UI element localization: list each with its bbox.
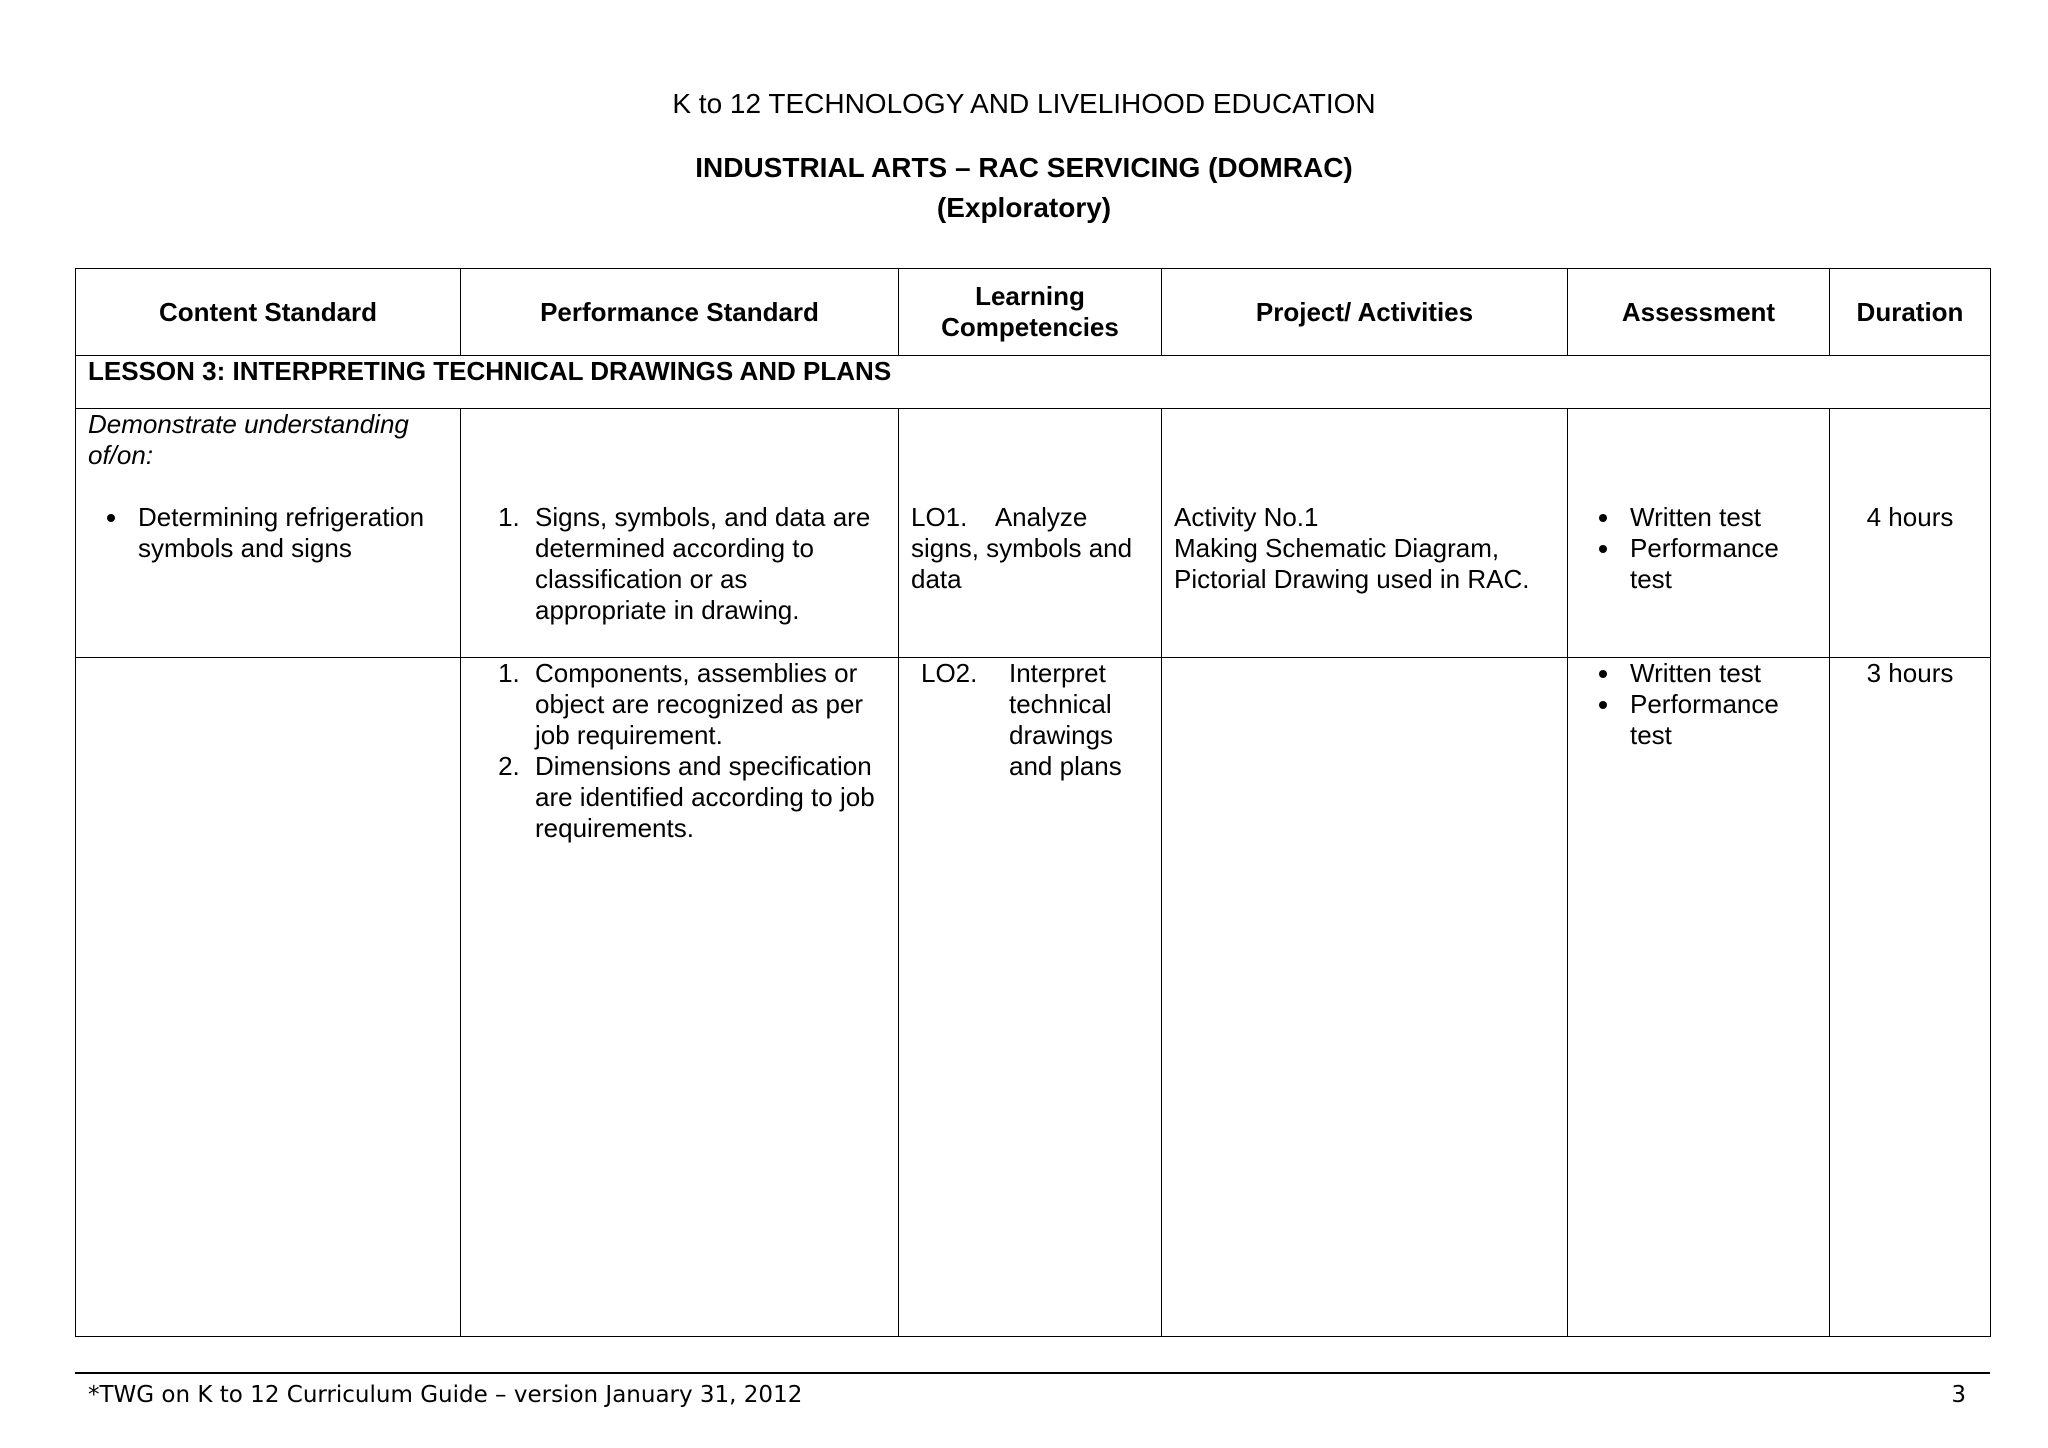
lesson-row: [76, 356, 1991, 409]
list-item: 1. Components, assemblies or object are recognized as per job requirement.: [527, 658, 886, 751]
footer-divider: [75, 1372, 1990, 1374]
content-standard-cell: [76, 409, 461, 658]
competency-code: LO2.: [921, 658, 978, 688]
project-activity-cell: [1162, 409, 1568, 658]
assessment-cell: [1568, 409, 1830, 658]
content-intro: Demonstrate understanding of/on:: [88, 409, 409, 470]
competency-text: LO1. Analyze signs, symbols and data: [911, 502, 1140, 594]
table-row: [76, 409, 1991, 658]
duration-value: 4 hours: [1866, 502, 1954, 532]
document-subtitle: INDUSTRIAL ARTS – RAC SERVICING (DOMRAC): [695, 152, 1353, 183]
activity-description: Making Schematic Diagram, Pictorial Drawing used in RAC.: [1174, 533, 1530, 594]
duration-cell: [1830, 658, 1991, 1337]
table-row: [76, 658, 1991, 1337]
document-title: K to 12 TECHNOLOGY AND LIVELIHOOD EDUCATION: [672, 88, 1376, 119]
learning-competency-cell: [899, 409, 1162, 658]
performance-list: [473, 658, 886, 844]
assessment-list: [1580, 658, 1817, 751]
column-header: Duration: [1830, 269, 1991, 356]
column-header: Assessment: [1568, 269, 1830, 356]
performance-standard-cell: [461, 658, 899, 1337]
list-item: • Determining refrigeration symbols and signs: [130, 502, 448, 564]
curriculum-table: [75, 268, 1991, 1337]
activity-number: Activity No.1: [1174, 502, 1319, 532]
lesson-title: LESSON 3: INTERPRETING TECHNICAL DRAWINGS AND PLANS: [76, 356, 1991, 409]
content-standard-cell: [76, 658, 461, 1337]
list-item: 2. Dimensions and specification are identified according to job requirements.: [527, 751, 886, 844]
duration-cell: [1830, 409, 1991, 658]
learning-competency-cell: [899, 658, 1162, 1337]
competency-text: Interpret technical drawings and plans: [1009, 658, 1122, 781]
column-header: Content Standard: [76, 269, 461, 356]
document-subtitle-note: (Exploratory): [936, 192, 1112, 223]
assessment-list: [1580, 502, 1817, 595]
list-item: • Written test: [1622, 658, 1817, 689]
performance-standard-cell: [461, 409, 899, 658]
competency-item: [911, 658, 1149, 782]
assessment-cell: [1568, 658, 1830, 1337]
list-item: • Written test: [1622, 502, 1817, 533]
performance-list: [473, 502, 886, 626]
list-item: • Performance test: [1622, 689, 1817, 751]
content-list: [88, 502, 448, 564]
column-header: Learning Competencies: [899, 269, 1162, 356]
page-number: 3: [1951, 1382, 1966, 1408]
column-header: Project/ Activities: [1162, 269, 1568, 356]
list-item: 1. Signs, symbols, and data are determined according to classification or as appropriate in drawing.: [527, 502, 886, 626]
table-header-row: [76, 269, 1991, 356]
duration-value: 3 hours: [1866, 658, 1954, 688]
project-activity-cell: [1162, 658, 1568, 1337]
footer-note: *TWG on K to 12 Curriculum Guide – version January 31, 2012: [88, 1382, 803, 1408]
column-header: Performance Standard: [461, 269, 899, 356]
list-item: • Performance test: [1622, 533, 1817, 595]
